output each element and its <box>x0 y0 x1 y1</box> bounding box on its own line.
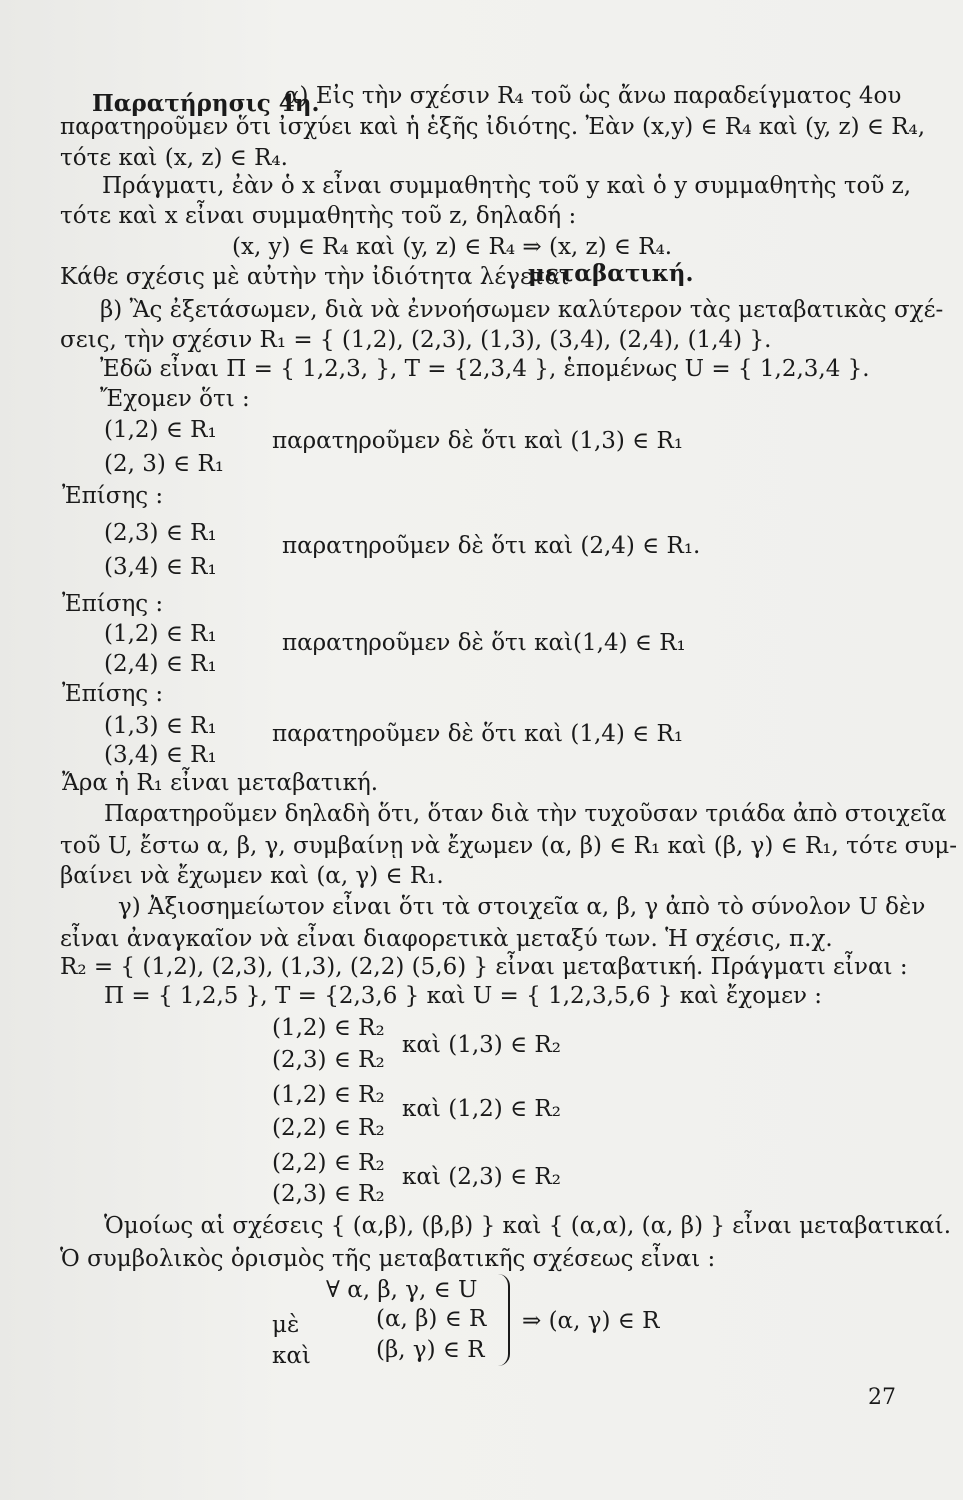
brace <box>496 1274 510 1366</box>
text-line: Ἔχομεν ὅτι : <box>100 386 250 412</box>
pair-line: (2, 3) ∈ R₁ <box>104 451 225 477</box>
observation-line: παρατηροῦμεν δὲ ὅτι καὶ(1,4) ∈ R₁ <box>282 630 686 656</box>
text-line: Ἐδῶ εἶναι Π = { 1,2,3, }, Τ = {2,3,4 }, ἑπομένως U = { 1,2,3,4 }. <box>100 356 870 382</box>
text-line: Ἄρα ἡ R₁ εἶναι μεταβατική. <box>62 770 379 796</box>
text-line: τότε καὶ x εἶναι συμμαθητὴς τοῦ z, δηλαδή : <box>60 203 577 229</box>
pair-line: (2,3) ∈ R₁ <box>104 520 217 546</box>
pair-line: (1,2) ∈ R₁ <box>104 621 217 647</box>
page-number: 27 <box>868 1385 896 1410</box>
pair-line: (2,2) ∈ R₂ <box>272 1150 385 1176</box>
definition-pair: (α, β) ∈ R <box>376 1306 487 1332</box>
text-line: Κάθε σχέσις μὲ αὐτὴν τὴν ἰδιότητα λέγεται <box>60 264 570 290</box>
text-line: τοῦ U, ἔστω α, β, γ, συμβαίνῃ νὰ ἔχωμεν (α, β) ∈ R₁ καὶ (β, γ) ∈ R₁, τότε συμ- <box>60 833 958 859</box>
formula-line: (x, y) ∈ R₄ καὶ (y, z) ∈ R₄ ⇒ (x, z) ∈ R₄. <box>232 234 673 260</box>
observation-line: παρατηροῦμεν δὲ ὅτι καὶ (1,3) ∈ R₁ <box>272 428 684 454</box>
text-line: σεις, τὴν σχέσιν R₁ = { (1,2), (2,3), (1,3), (3,4), (2,4), (1,4) }. <box>60 327 772 353</box>
text-line: Πράγματι, ἐὰν ὁ x εἶναι συμμαθητὴς τοῦ y καὶ ὁ y συμμαθητὴς τοῦ z, <box>102 173 912 199</box>
pair-line: (2,4) ∈ R₁ <box>104 651 217 677</box>
definition-word: καὶ <box>272 1343 311 1369</box>
text-line: Ὁ συμβολικὸς ὁρισμὸς τῆς μεταβατικῆς σχέσεως εἶναι : <box>60 1246 716 1272</box>
result-line: καὶ (1,3) ∈ R₂ <box>402 1032 561 1058</box>
pair-line: (1,2) ∈ R₁ <box>104 417 217 443</box>
text-line: γ) Ἀξιοσημείωτον εἶναι ὅτι τὰ στοιχεῖα α, β, γ ἀπὸ τὸ σύνολον U δὲν <box>118 894 926 920</box>
text-line: Ἐπίσης : <box>62 483 164 509</box>
definition-result: ⇒ (α, γ) ∈ R <box>522 1308 660 1334</box>
observation-line: παρατηροῦμεν δὲ ὅτι καὶ (2,4) ∈ R₁. <box>282 533 701 559</box>
text-line: Ἐπίσης : <box>62 591 164 617</box>
pair-line: (3,4) ∈ R₁ <box>104 742 217 768</box>
pair-line: (2,3) ∈ R₂ <box>272 1181 385 1207</box>
text-line: παρατηροῦμεν ὅτι ἰσχύει καὶ ἡ ἑξῆς ἰδιότης. Ἐὰν (x,y) ∈ R₄ καὶ (y, z) ∈ R₄, <box>60 114 926 140</box>
definition-quantifier: ∀ α, β, γ, ∈ U <box>326 1277 478 1303</box>
observation-line: παρατηροῦμεν δὲ ὅτι καὶ (1,4) ∈ R₁ <box>272 721 684 747</box>
text-line: α) Εἰς τὴν σχέσιν R₄ τοῦ ὡς ἄνω παραδείγματος 4ου <box>284 83 902 109</box>
definition-pair: (β, γ) ∈ R <box>376 1337 485 1363</box>
pair-line: (2,2) ∈ R₂ <box>272 1115 385 1141</box>
text-line: Παρατηροῦμεν δηλαδὴ ὅτι, ὅταν διὰ τὴν τυχοῦσαν τριάδα ἀπὸ στοιχεῖα <box>104 801 947 827</box>
text-line: β) Ἂς ἐξετάσωμεν, διὰ νὰ ἐννοήσωμεν καλύτερον τὰς μεταβατικὰς σχέ- <box>100 297 944 323</box>
term-transitive: μεταβατική. <box>528 260 694 287</box>
pair-line: (2,3) ∈ R₂ <box>272 1047 385 1073</box>
result-line: καὶ (2,3) ∈ R₂ <box>402 1164 561 1190</box>
definition-word: μὲ <box>272 1312 300 1338</box>
text-line: εἶναι ἀναγκαῖον νὰ εἶναι διαφορετικὰ μεταξύ των. Ἡ σχέσις, π.χ. <box>60 926 833 952</box>
text-line: Π = { 1,2,5 }, Τ = {2,3,6 } καὶ U = { 1,2,3,5,6 } καὶ ἔχομεν : <box>104 983 823 1009</box>
text-line: Ἐπίσης : <box>62 681 164 707</box>
remark-title: Παρατήρησις 4η. <box>92 90 320 117</box>
text-line: Ὁμοίως αἱ σχέσεις { (α,β), (β,β) } καὶ { (α,α), (α, β) } εἶναι μεταβατικαί. <box>104 1213 952 1239</box>
text-line: βαίνει νὰ ἔχωμεν καὶ (α, γ) ∈ R₁. <box>60 863 444 889</box>
pair-line: (1,3) ∈ R₁ <box>104 713 217 739</box>
pair-line: (1,2) ∈ R₂ <box>272 1015 385 1041</box>
result-line: καὶ (1,2) ∈ R₂ <box>402 1096 561 1122</box>
pair-line: (3,4) ∈ R₁ <box>104 554 217 580</box>
text-line: R₂ = { (1,2), (2,3), (1,3), (2,2) (5,6) } εἶναι μεταβατική. Πράγματι εἶναι : <box>60 954 908 980</box>
text-line: τότε καὶ (x, z) ∈ R₄. <box>60 145 288 171</box>
pair-line: (1,2) ∈ R₂ <box>272 1082 385 1108</box>
